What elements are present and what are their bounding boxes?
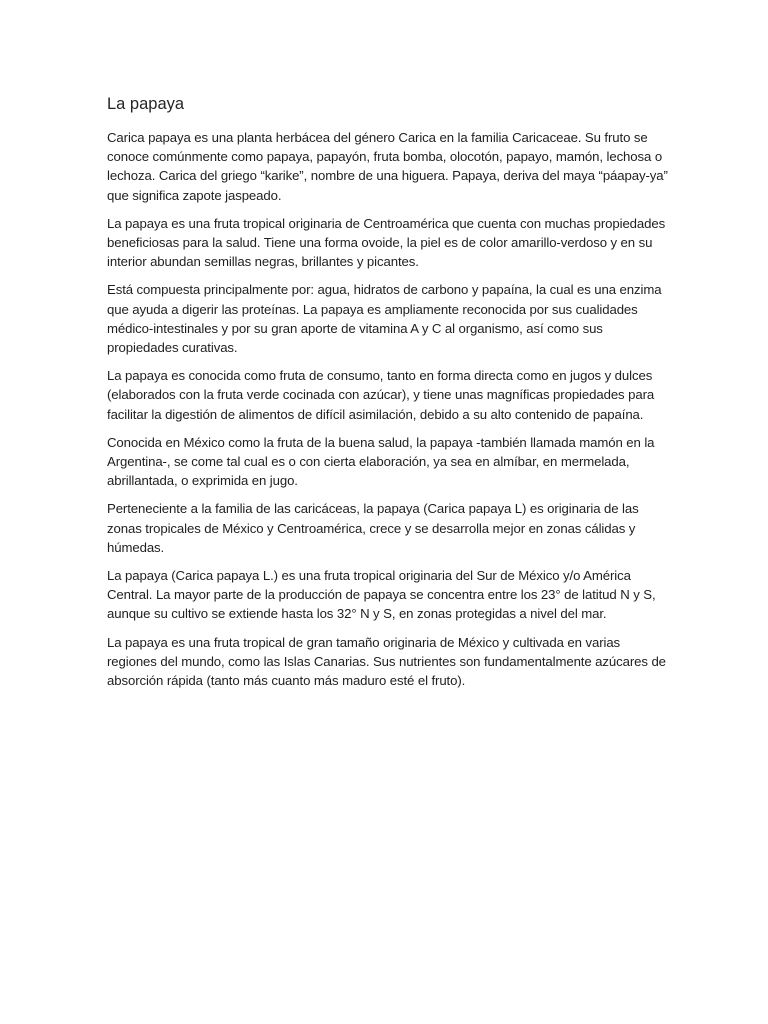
paragraph-4: La papaya es conocida como fruta de consumo, tanto en forma directa como en jugos y dulces (elaborados con la fruta verde cocinada con azúcar), y tiene unas magníficas propiedades para facilitar la digestión de alimentos de difícil asimilación, debido a su alto contenido de papaína. [107,368,655,422]
paragraph-3: Está compuesta principalmente por: agua, hidratos de carbono y papaína, la cual es una enzima que ayuda a digerir las proteínas. La papaya es ampliamente reconocida por sus cualidades médico-intestinales y por su gran aporte de vitamina A y C al organismo, así como sus propiedades curativas. [107,282,662,356]
paragraph-1: Carica papaya es una planta herbácea del género Carica en la familia Caricaceae. Su fruto se conoce comúnmente como papaya, papayón, fruta bomba, olocotón, papayo, mamón, lechosa o lechoza. Carica del griego “karike”, nombre de una higuera. Papaya, deriva del maya “páapay-ya” que significa zapote jaspeado. [107,130,668,203]
paragraph-8: La papaya es una fruta tropical de gran tamaño originaria de México y cultivada en varias regiones del mundo, como las Islas Canarias. Sus nutrientes son fundamentalmente azúcares de absorción rápida (tanto más cuanto más maduro esté el fruto). [107,634,666,689]
document-title: La papaya [107,95,185,113]
paragraph-6: Perteneciente a la familia de las caricáceas, la papaya (Carica papaya L) es originaria de las zonas tropicales de México y Centroamérica, crece y se desarrolla mejor en zonas cálidas y húmedas. [107,501,639,555]
paragraph-5: Conocida en México como la fruta de la buena salud, la papaya -también llamada mamón en la Argentina-, se come tal cual es o con cierta elaboración, ya sea en almíbar, en mermelada, abrillantada, o exprimida en jugo. [107,434,655,489]
paragraph-2: La papaya es una fruta tropical originaria de Centroamérica que cuenta con muchas propiedades beneficiosas para la salud. Tiene una forma ovoide, la piel es de color amarillo-verdoso y en su interior abundan semillas negras, brillantes y picantes. [107,215,666,270]
paragraph-7: La papaya (Carica papaya L.) es una fruta tropical originaria del Sur de México y/o América Central. La mayor parte de la producción de papaya se concentra entre los 23° de latitud N y S, aunque su cultivo se extiende hasta los 32° N y S, en zonas protegidas a nivel del mar. [107,568,656,622]
